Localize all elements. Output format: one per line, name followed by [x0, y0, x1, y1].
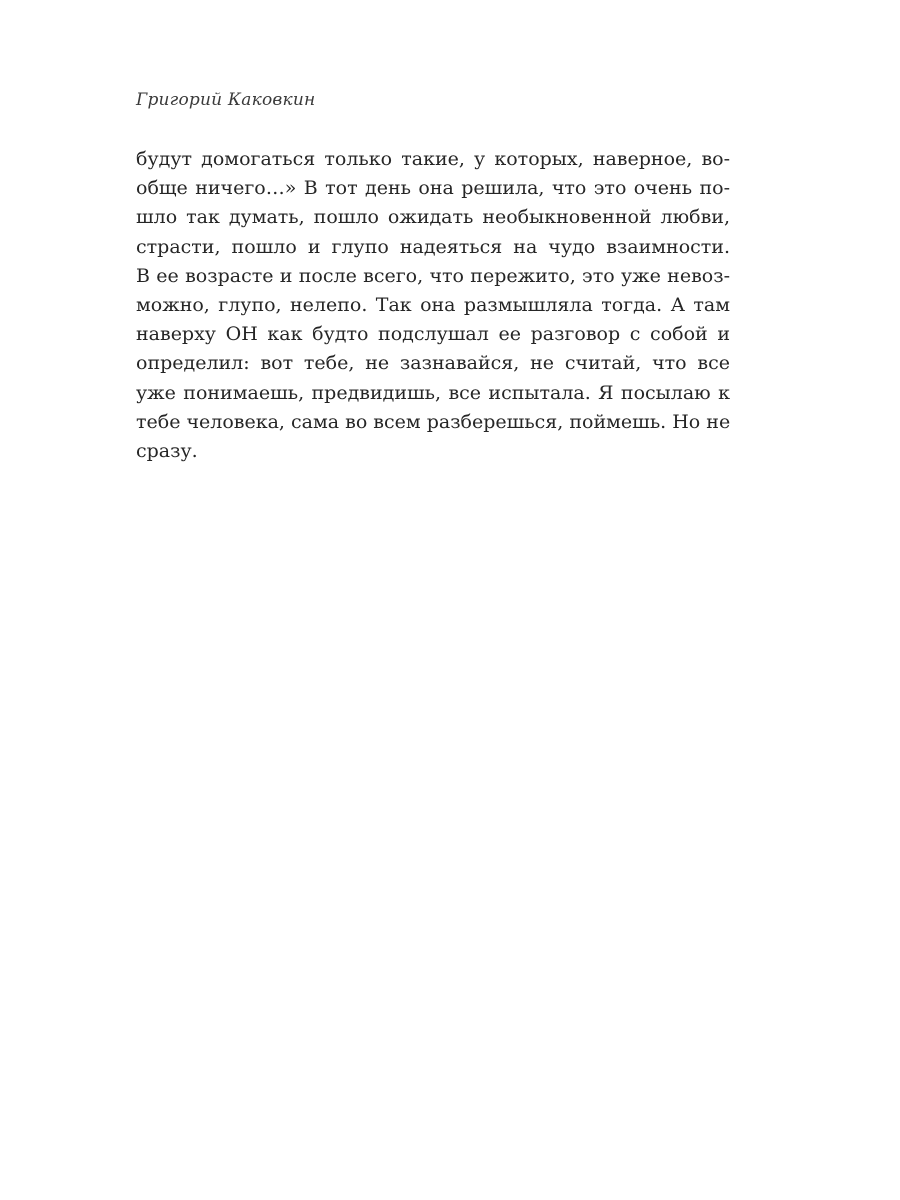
text-line: будут домогаться только такие, у которых, наверное, во- [136, 148, 730, 170]
running-header: Григорий Каковкин [136, 90, 316, 110]
text-line: страсти, пошло и глупо надеяться на чудо взаимности. [136, 235, 730, 258]
text-line: уже понимаешь, предвидишь, все испытала. Я посылаю к [136, 381, 730, 404]
text-line: шло так думать, пошло ожидать необыкновенной любви, [136, 206, 730, 229]
body-paragraph [136, 145, 730, 466]
text-line: можно, глупо, нелепо. Так она размышляла тогда. А там [136, 293, 730, 316]
text-line: В ее возрасте и после всего, что пережито, это уже невоз- [136, 264, 730, 287]
text-line: тебе человека, сама во всем разберешься, поймешь. Но не [136, 410, 731, 433]
text-line: сразу. [136, 439, 198, 462]
text-line: наверху ОН как будто подслушал ее разговор с собой и [136, 323, 730, 346]
text-line: определил: вот тебе, не зазнавайся, не считай, что все [136, 352, 730, 375]
text-line: обще ничего…» В тот день она решила, что это очень по- [136, 177, 730, 200]
